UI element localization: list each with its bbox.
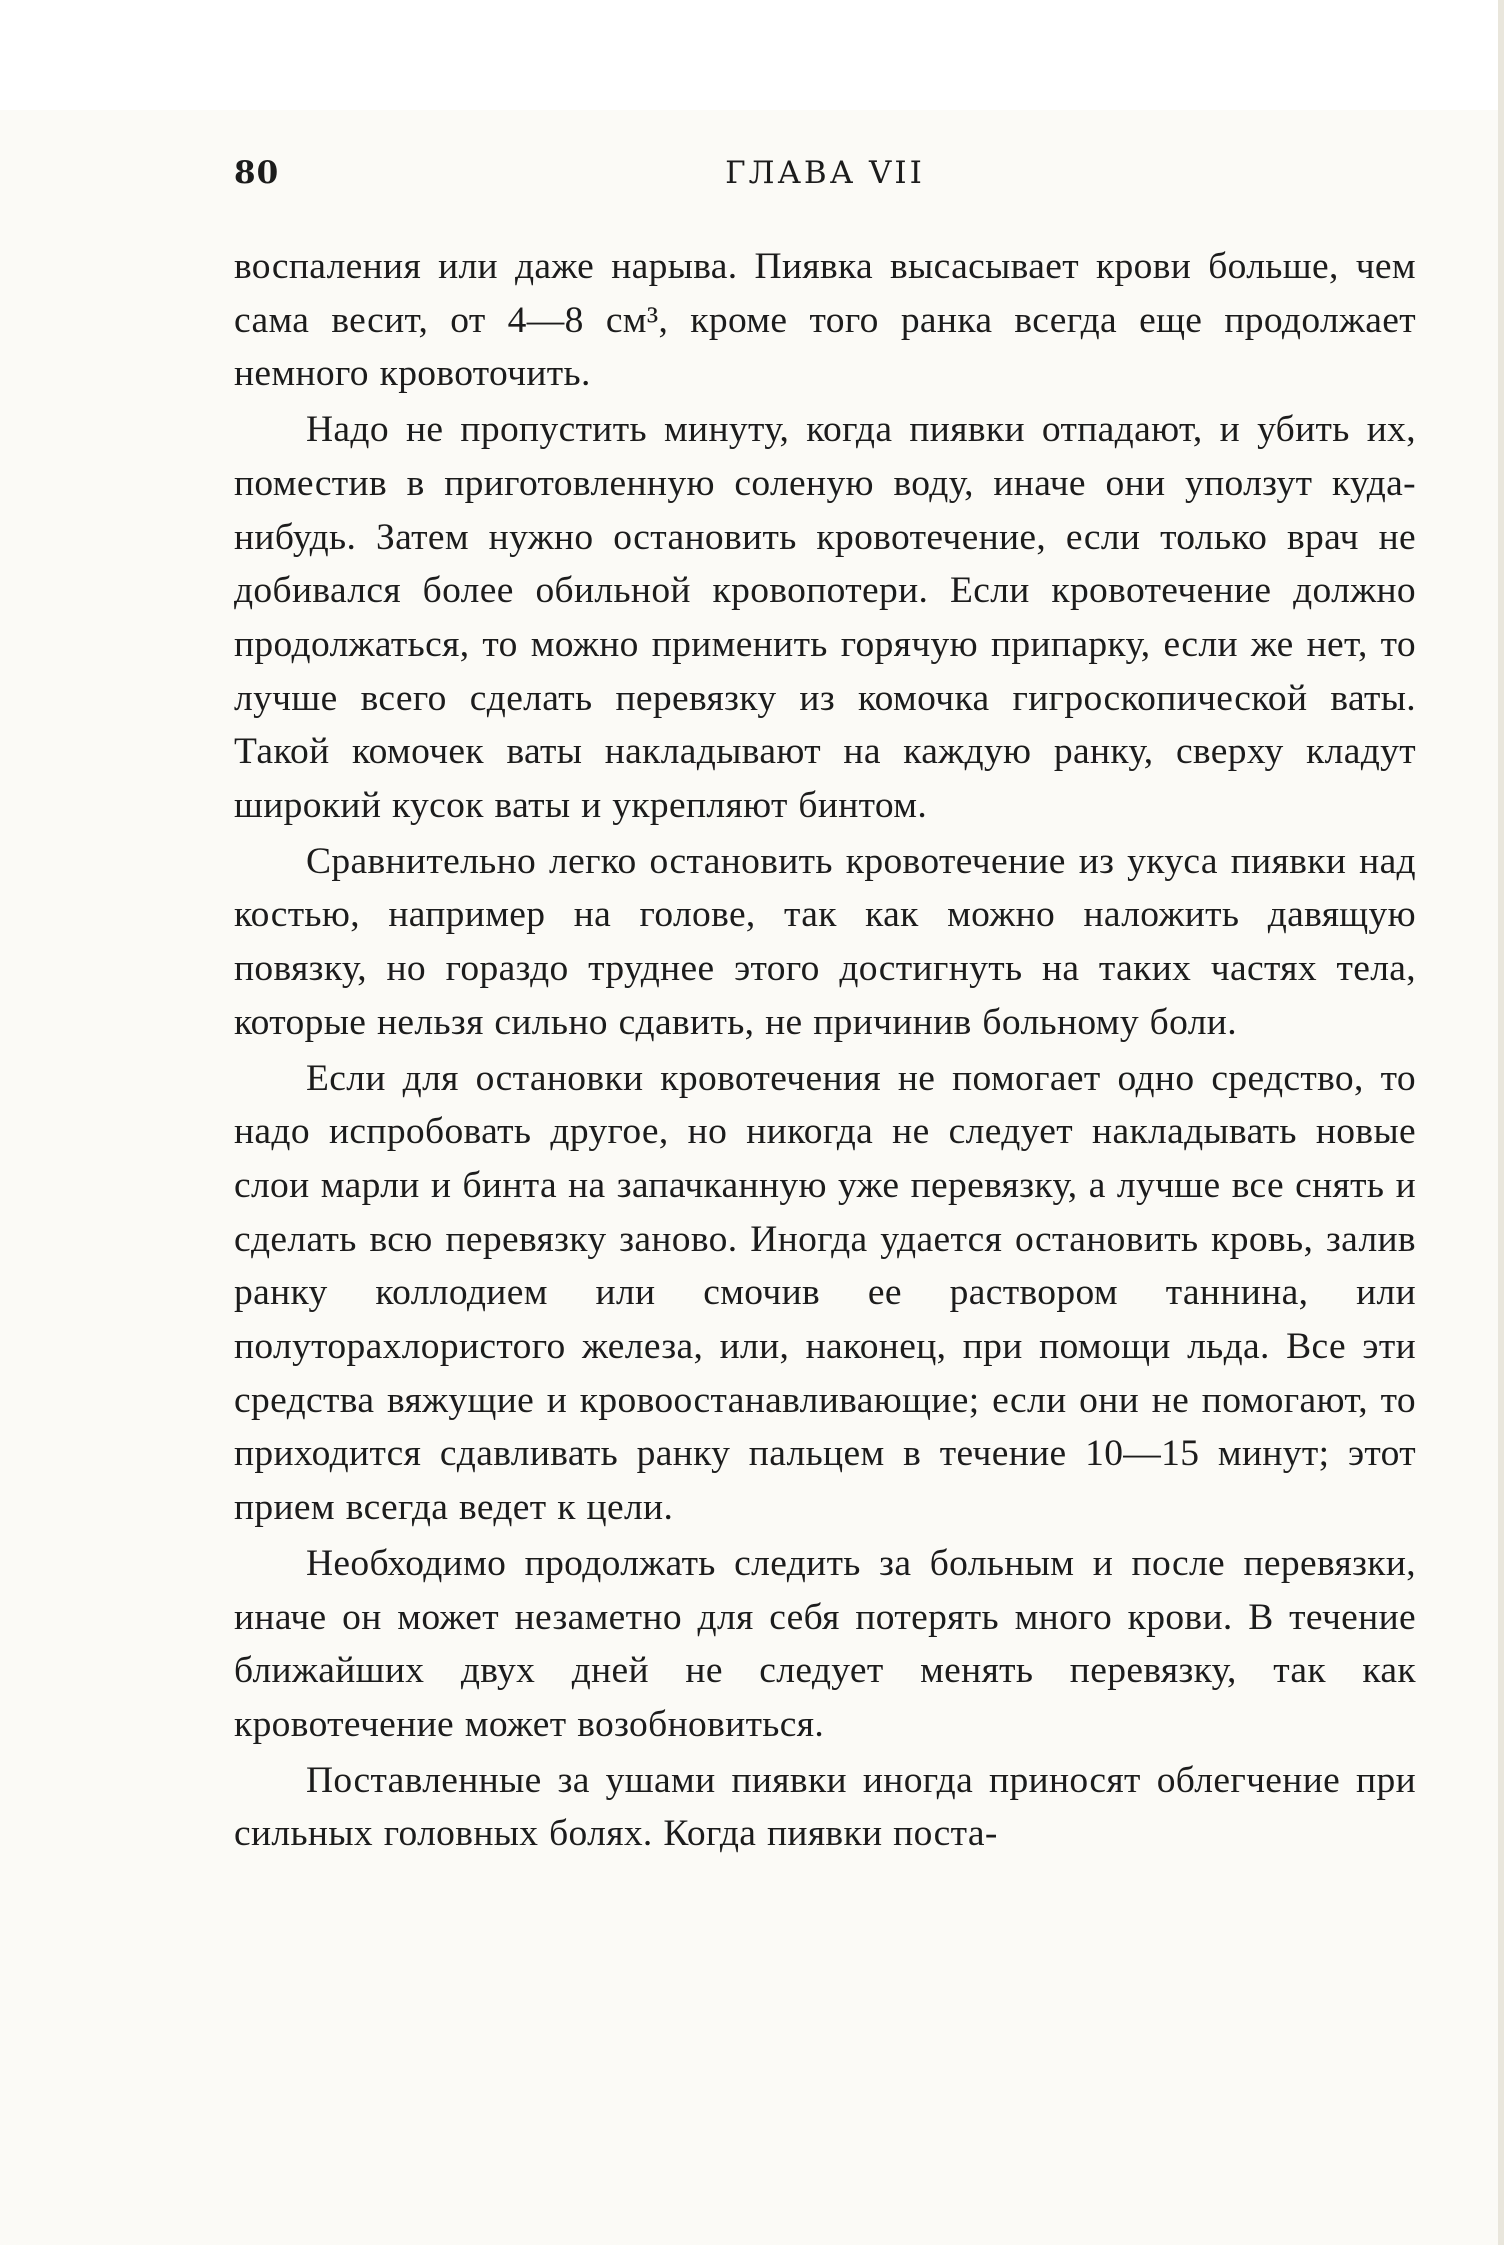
body-text bbox=[234, 240, 1416, 1861]
page-number: 80 bbox=[234, 155, 280, 191]
running-head: ГЛАВА VII bbox=[725, 155, 925, 191]
paragraph-5: Необходимо продолжать следить за больным и после перевязки, иначе он может незаметно для себя потерять много крови. В течение ближайших двух дней не следует менять перевязку, так как кровотечение может возобновиться. bbox=[234, 1542, 1416, 1745]
paragraph-4: Если для остановки кровотечения не помогает одно средство, то надо испробовать другое, но никогда не следует накладывать новые слои марли и бинта на запачканную уже перевязку, а лучше все снять и сделать всю перевязку заново. Иногда удается остановить кровь, залив ранку коллодием или смочив ее раствором таннина, или полуторахлористого железа, или, наконец, при помощи льда. Все эти средства вяжущие и кровоостанавливающие; если они не помогают, то приходится сдавливать ранку пальцем в течение 10—15 минут; этот прием всегда ведет к цели. bbox=[234, 1057, 1416, 1529]
page-edge bbox=[1498, 0, 1504, 2245]
paragraph-6: Поставленные за ушами пиявки иногда приносят облегчение при сильных головных болях. Когда пиявки поста- bbox=[234, 1759, 1416, 1855]
top-margin bbox=[0, 0, 1504, 110]
paragraph-1: воспаления или даже нарыва. Пиявка высасывает крови больше, чем сама весит, от 4—8 см³, кроме того ранка всегда еще продолжает немного кровоточить. bbox=[234, 246, 1416, 395]
page-header bbox=[234, 155, 1416, 205]
paragraph-3: Сравнительно легко остановить кровотечение из укуса пиявки над костью, например на голове, так как можно наложить давящую повязку, но гораздо труднее этого достигнуть на таких частях тела, которые нельзя сильно сдавить, не причинив больному боли. bbox=[234, 840, 1416, 1043]
paragraph-2: Надо не пропустить минуту, когда пиявки отпадают, и убить их, поместив в приготовленную соленую воду, иначе они уползут куда-нибудь. Затем нужно остановить кровотечение, если только врач не добивался более обильной кровопотери. Если кровотечение должно продолжаться, то можно применить горячую припарку, если же нет, то лучше всего сделать перевязку из комочка гигроскопической ваты. Такой комочек ваты накладывают на каждую ранку, сверху кладут широкий кусок ваты и укрепляют бинтом. bbox=[234, 409, 1416, 827]
